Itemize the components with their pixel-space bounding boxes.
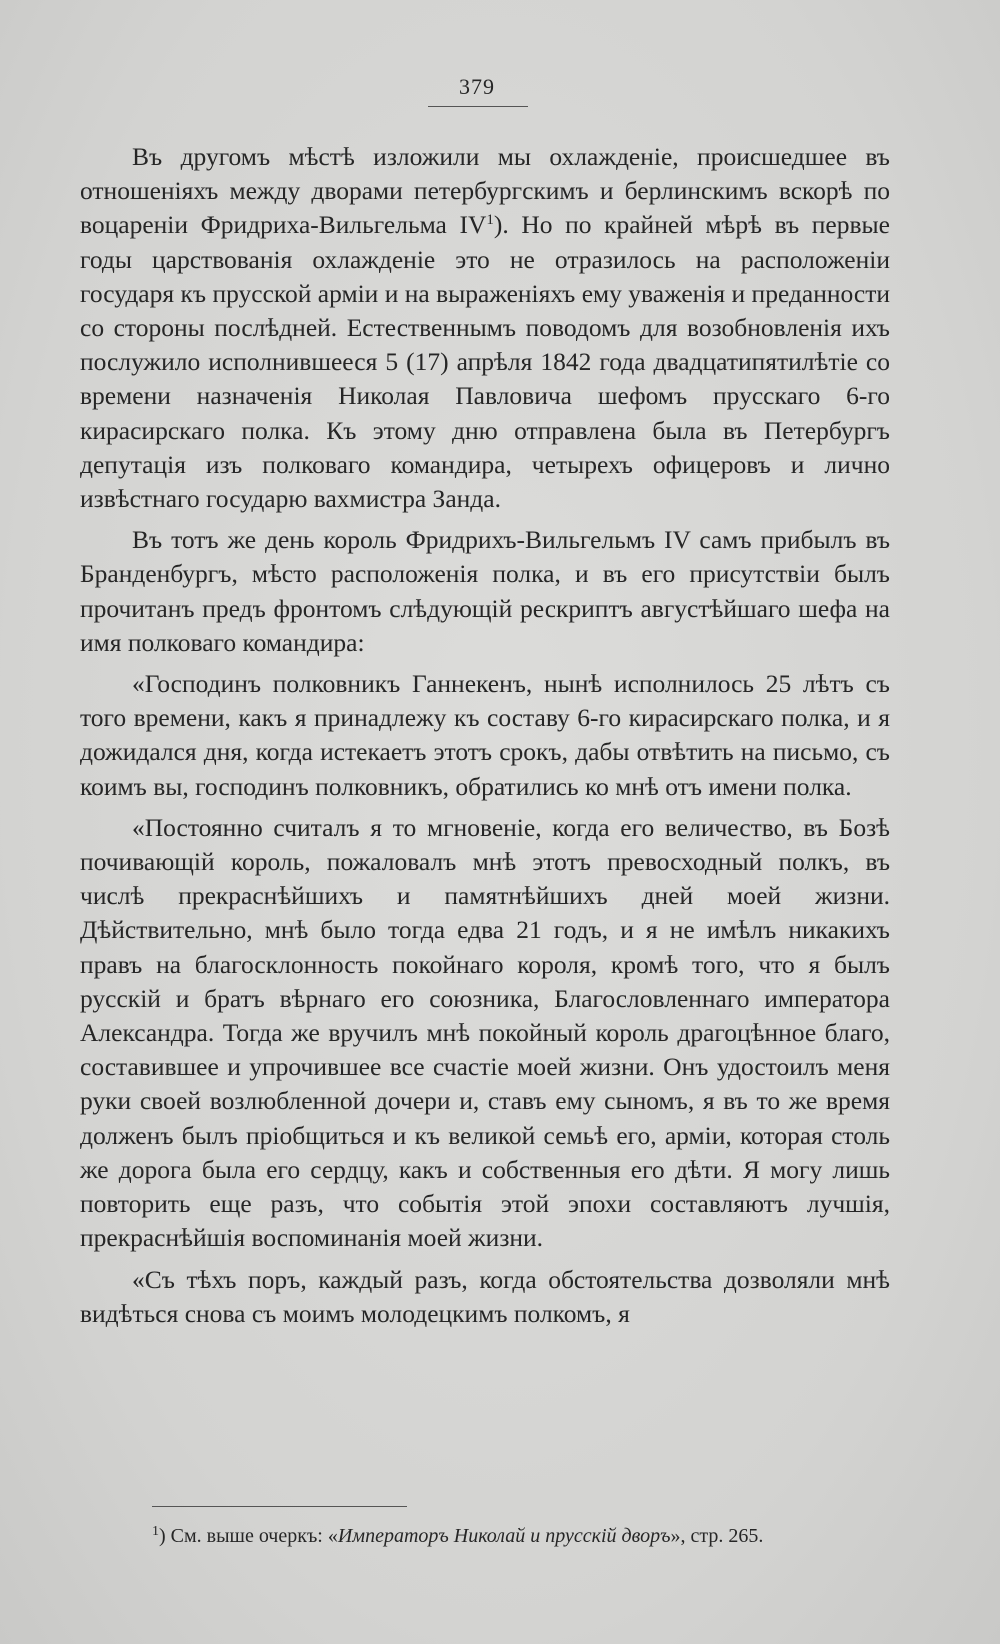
paragraph-2: Въ тотъ же день король Фридрихъ-Вильгельмъ IV самъ прибылъ въ Бранденбургъ, мѣсто расположенія полка, и въ его присутствіи былъ прочитанъ предъ фронтомъ слѣдующій рескриптъ августѣйшаго шефа на имя полковаго командира: bbox=[80, 525, 890, 657]
footnote-reference[interactable]: 1 bbox=[486, 212, 494, 229]
footnote-mark: 1 bbox=[152, 1524, 159, 1539]
paragraph-3: «Господинъ полковникъ Ганнекенъ, нынѣ исполнилось 25 лѣтъ съ того времени, какъ я принадлежу къ составу 6-го кирасирскаго полка, и я дожидался дня, когда истекаетъ этотъ срокъ, дабы отвѣтить на письмо, съ коимъ вы, господинъ полковникъ, обратились ко мнѣ отъ имени полка. bbox=[80, 669, 890, 801]
paragraph-1-text-b: ). Но по крайней мѣрѣ въ первые годы царствованія охлажденіе это не отразилось на расположеніи государя къ прусской арміи и на выраженіяхъ ему уваженія и преданности со стороны послѣдней. Естественнымъ поводомъ для возобновленія ихъ послужило исполнившееся 5 (17) апрѣля 1842 года двадцатипятилѣтіе со времени назначенія Николая Павловича шефомъ прусскаго 6-го кирасирскаго полка. Къ этому дню отправлена была въ Петербургъ депутація изъ полковаго командира, четырехъ офицеровъ и лично извѣстнаго государю вахмистра Занда. bbox=[80, 210, 890, 514]
footnote-title: Императоръ Николай и прусскій дворъ bbox=[337, 1525, 671, 1547]
page-number: 379 bbox=[459, 74, 495, 99]
main-text bbox=[80, 140, 890, 1331]
page-number-rule bbox=[428, 106, 528, 107]
paragraph-5: «Съ тѣхъ поръ, каждый разъ, когда обстоятельства дозволяли мнѣ видѣться снова съ моимъ молодецкимъ полкомъ, я bbox=[80, 1264, 890, 1328]
footnote-prefix: ) См. выше очеркъ: « bbox=[159, 1525, 338, 1547]
footnote-rule bbox=[152, 1506, 407, 1507]
paragraph-1-text-a: Въ другомъ мѣстѣ изложили мы охлажденіе, происшедшее въ отношеніяхъ между дворами петербургскимъ и берлинскимъ вскорѣ по воцареніи Фридриха-Вильгельма IV bbox=[80, 142, 890, 240]
footnote bbox=[152, 1523, 912, 1549]
paragraph-1 bbox=[80, 140, 890, 516]
footnote-suffix: », стр. 265. bbox=[670, 1525, 764, 1547]
paragraph-4: «Постоянно считалъ я то мгновеніе, когда его величество, въ Бозѣ почивающій король, пожаловалъ мнѣ этотъ превосходный полкъ, въ числѣ прекраснѣйшихъ и памятнѣйшихъ дней моей жизни. Дѣйствительно, мнѣ было тогда едва 21 годъ, и я не имѣлъ никакихъ правъ на благосклонность покойнаго короля, кромѣ того, что я былъ русскій и братъ вѣрнаго его союзника, Благословленнаго императора Александра. Тогда же вручилъ мнѣ покойный король драгоцѣнное благо, составившее и упрочившее все счастіе моей жизни. Онъ удостоилъ меня руки своей возлюбленной дочери и, ставъ ему сыномъ, я въ то же время долженъ былъ пріобщиться и къ великой семьѣ его, арміи, которая столь же дорога была его сердцу, какъ и собственныя его дѣти. Я могу лишь повторить еще разъ, что событія этой эпохи составляютъ лучшія, прекраснѣйшія воспоминанія моей жизни. bbox=[80, 812, 890, 1253]
